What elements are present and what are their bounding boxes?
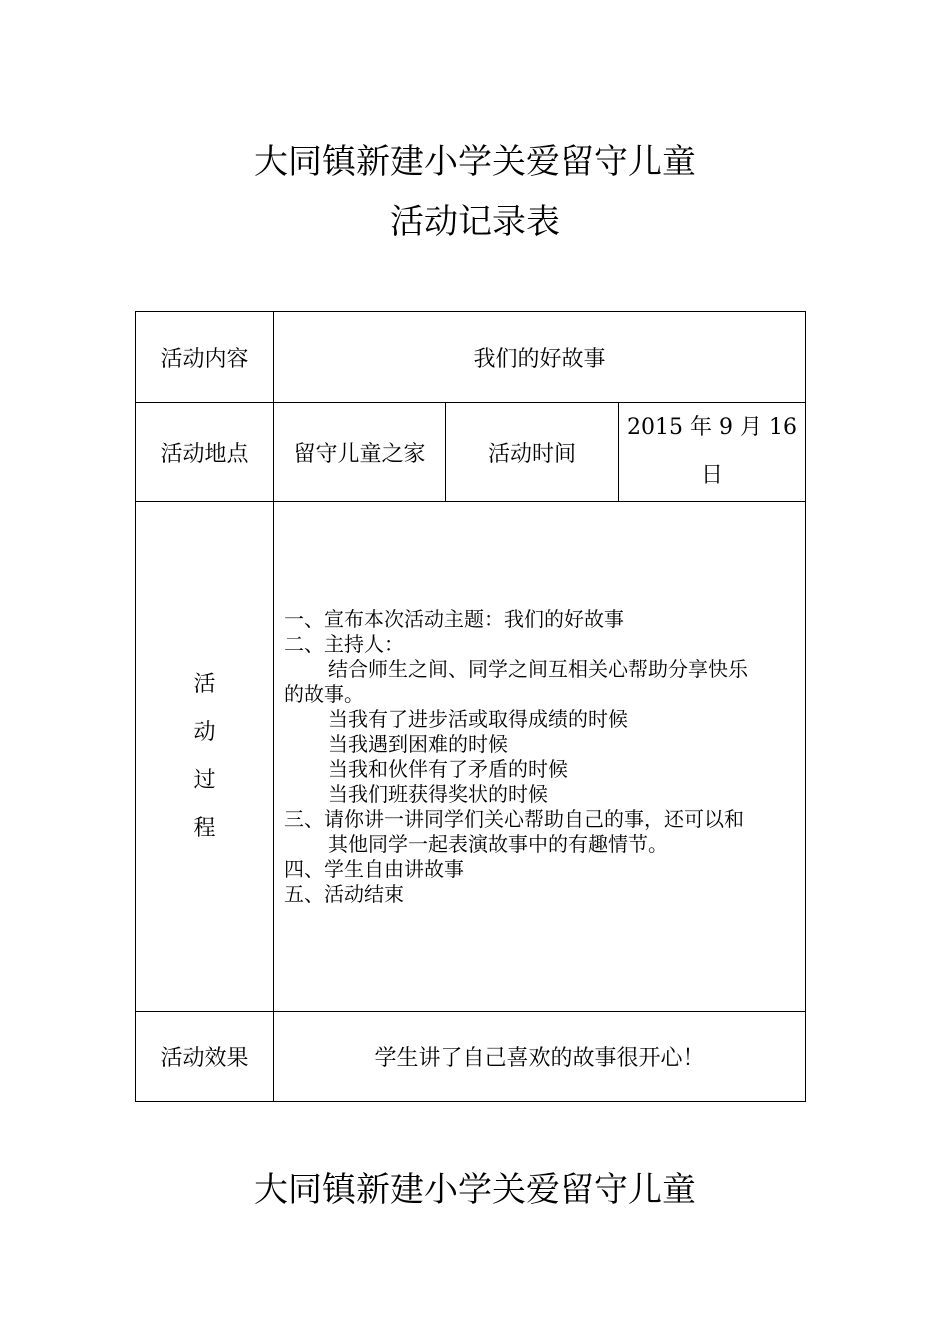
process-line: 当我和伙伴有了矛盾的时候	[328, 756, 568, 781]
process-line: 三、请你讲一讲同学们关心帮助自己的事，还可以和	[284, 806, 744, 831]
effect-label: 活动效果	[136, 1012, 274, 1102]
process-label	[136, 502, 274, 1012]
table-row	[136, 312, 806, 403]
next-document-title: 大同镇新建小学关爱留守儿童	[254, 1170, 696, 1210]
process-line: 的故事。	[284, 681, 364, 706]
process-label-char: 活	[193, 671, 216, 697]
content-label: 活动内容	[136, 312, 274, 403]
process-line: 当我有了进步活或取得成绩的时候	[328, 706, 628, 731]
time-label: 活动时间	[446, 403, 619, 502]
process-line: 当我们班获得奖状的时候	[328, 781, 548, 806]
process-line: 其他同学一起表演故事中的有趣情节。	[328, 831, 668, 856]
process-content	[274, 502, 806, 1012]
process-line: 结合师生之间、同学之间互相关心帮助分享快乐	[328, 656, 748, 681]
process-label-char: 过	[193, 767, 216, 793]
location-value: 留守儿童之家	[274, 403, 446, 502]
content-value: 我们的好故事	[274, 312, 806, 403]
table-row	[136, 502, 806, 1012]
effect-value: 学生讲了自己喜欢的故事很开心！	[274, 1012, 806, 1102]
process-line: 一、宣布本次活动主题：我们的好故事	[284, 606, 624, 631]
time-value	[619, 403, 806, 502]
process-line: 当我遇到困难的时候	[328, 731, 508, 756]
document-title-line1: 大同镇新建小学关爱留守儿童	[254, 142, 696, 182]
time-value-line2: 日	[701, 463, 724, 488]
process-label-char: 程	[193, 815, 216, 841]
location-label: 活动地点	[136, 403, 274, 502]
table-row	[136, 403, 806, 502]
document-title-line2: 活动记录表	[390, 202, 560, 242]
process-line: 二、主持人：	[284, 631, 404, 656]
process-line: 四、学生自由讲故事	[284, 856, 464, 881]
time-value-line1: 2015 年 9 月 16	[627, 415, 797, 440]
process-label-char: 动	[193, 719, 216, 745]
table-row	[136, 1012, 806, 1102]
process-line: 五、活动结束	[284, 881, 404, 906]
activity-record-table	[135, 311, 806, 1102]
